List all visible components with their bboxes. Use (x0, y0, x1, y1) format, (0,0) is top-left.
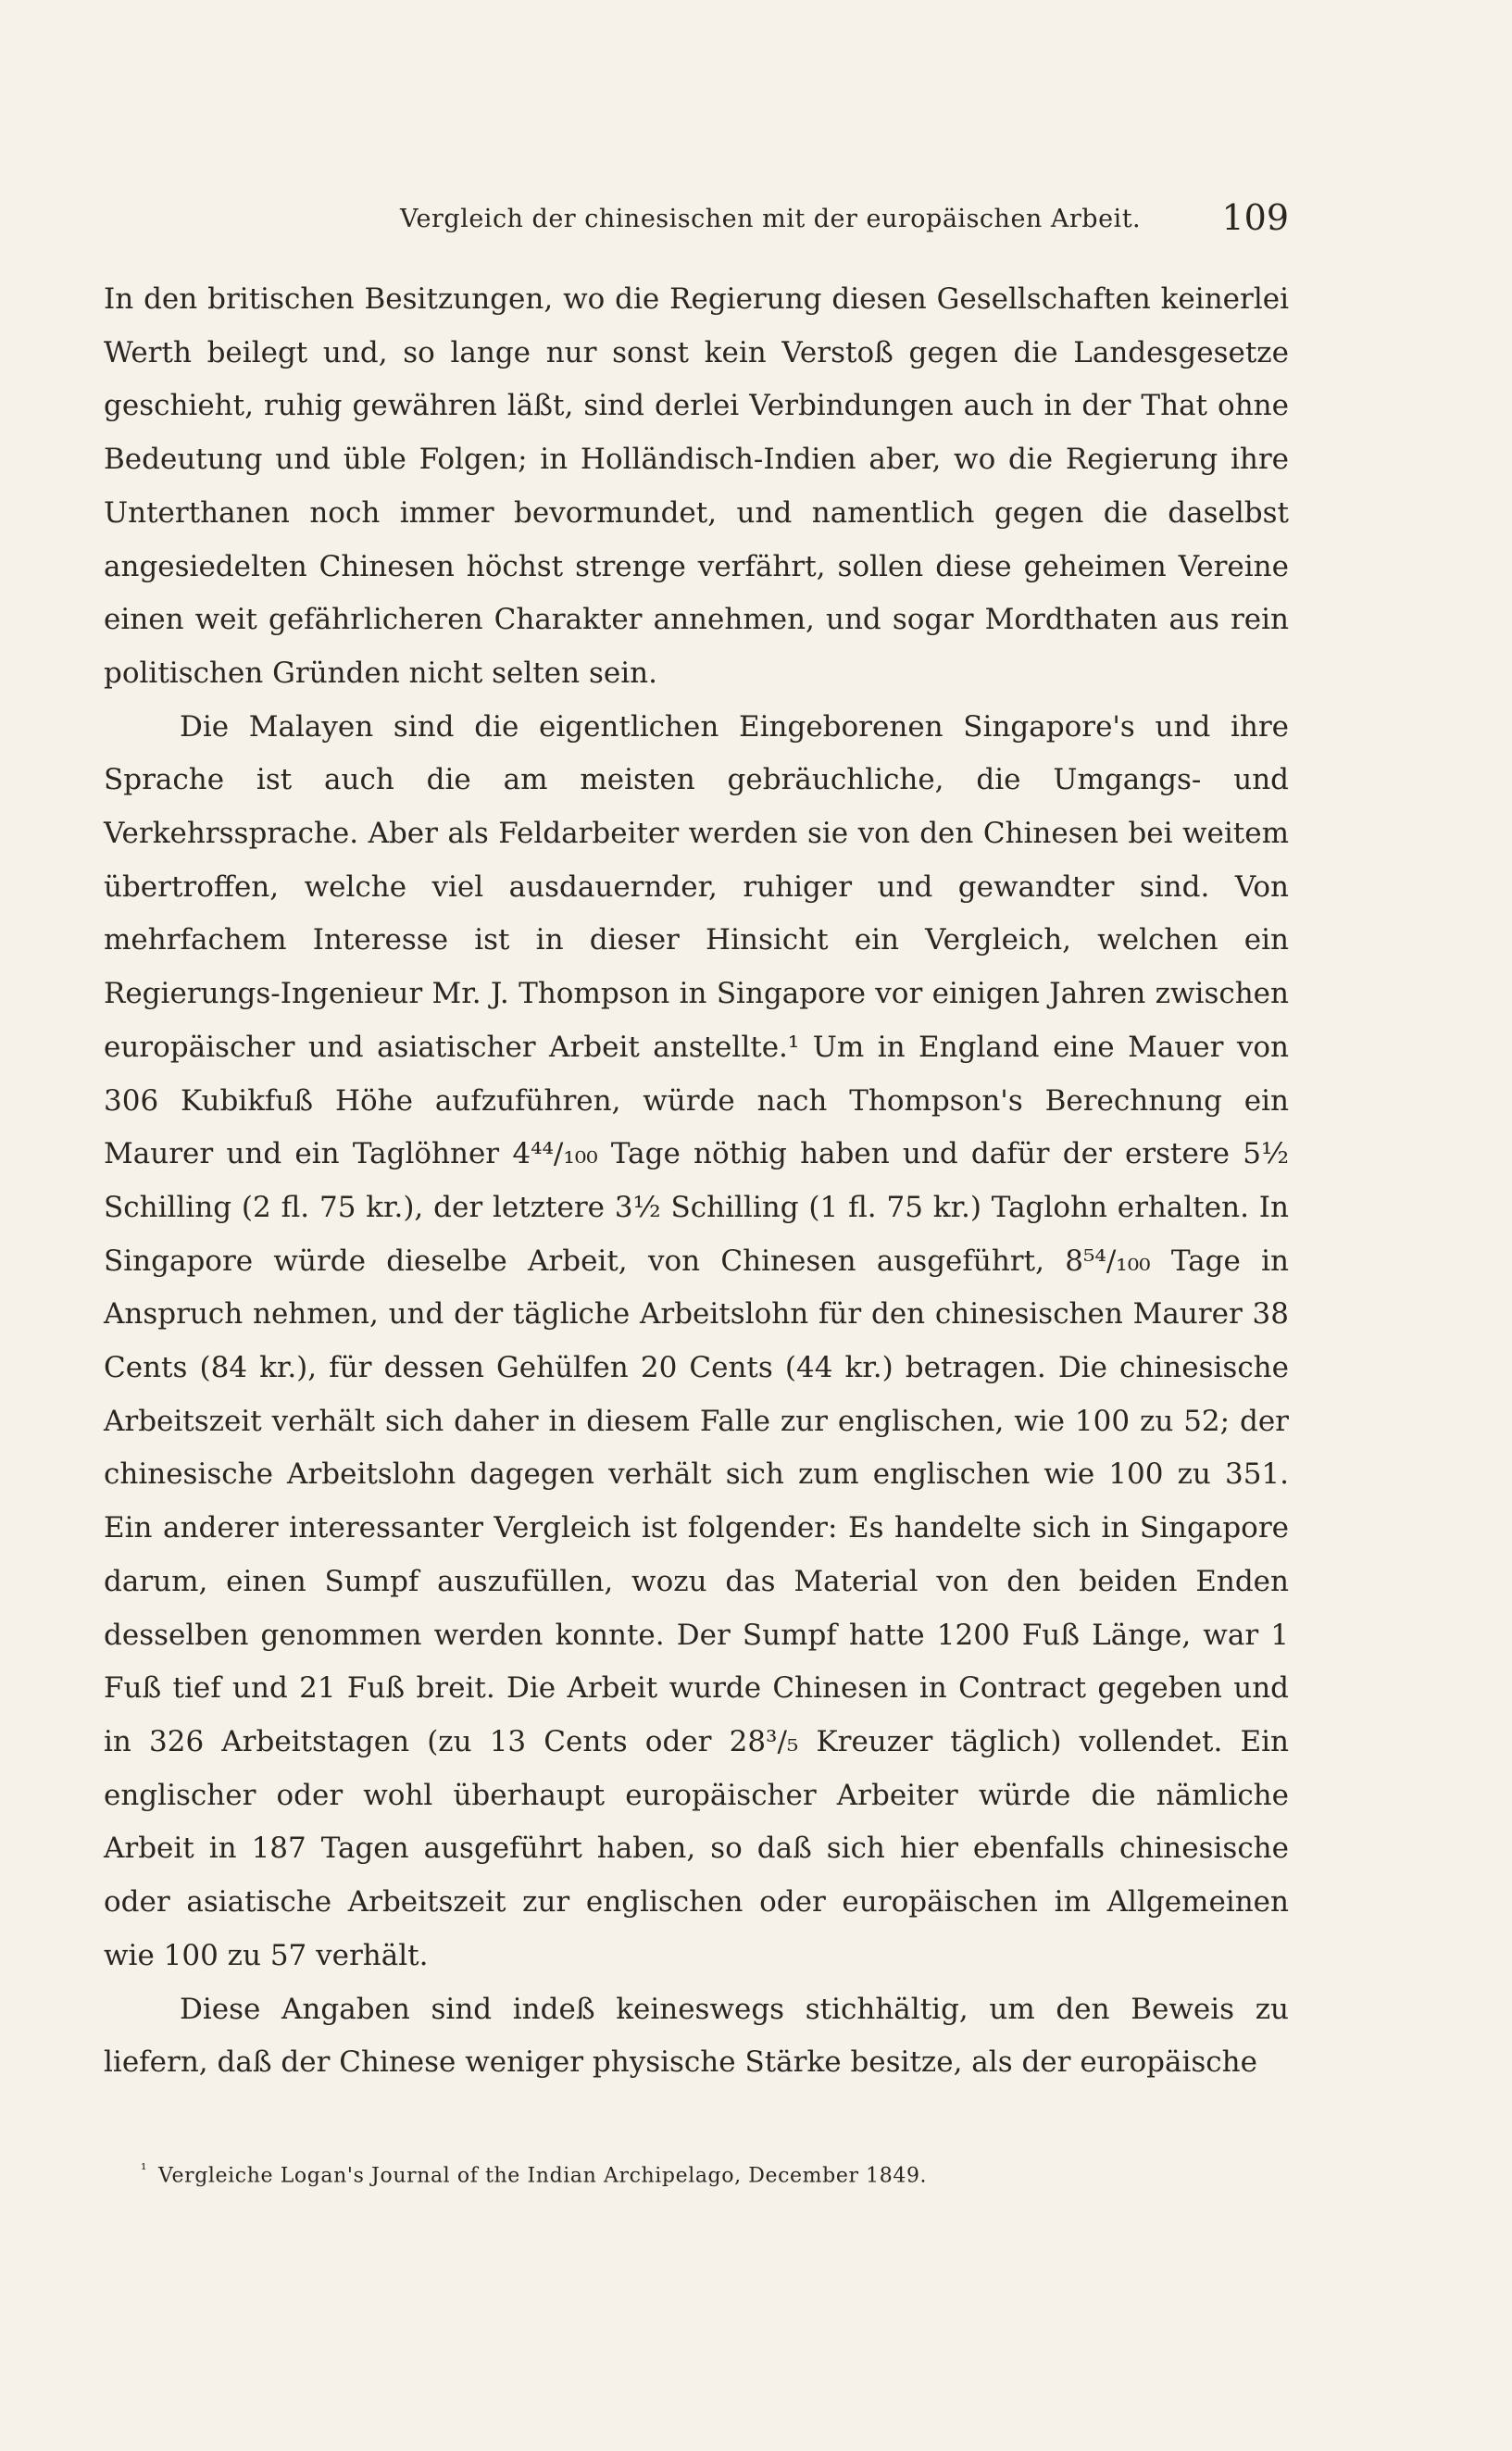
paragraph: Diese Angaben sind indeß keineswegs stichhältig, um den Beweis zu liefern, daß der Chinese weniger physische Stärke besitze, als der europäische (104, 1992, 1289, 2080)
footnote-text: Vergleiche Logan's Journal of the Indian Archipelago, December 1849. (158, 2164, 928, 2188)
book-page (104, 181, 1289, 2384)
body-text (104, 273, 1289, 2090)
paragraph: Die Malayen sind die eigentlichen Eingeborenen Singapore's und ihre Sprache ist auch die am meisten gebräuchliche, die Umgangs- und Verkehrssprache. Aber als Feldarbeiter werden sie von den Chinesen bei weitem übertroffen, welche viel ausdauernder, ruhiger und gewandter sind. Von mehrfachem Interesse ist in dieser Hinsicht ein Vergleich, welchen ein Regierungs-Ingenieur Mr. J. Thompson in Singapore vor einigen Jahren zwischen europäischer und asiatischer Arbeit anstellte.¹ Um in England eine Mauer von 306 Kubikfuß Höhe aufzuführen, würde nach Thompson's Berechnung ein Maurer und ein Taglöhner 4⁴⁴/₁₀₀ Tage nöthig haben und dafür der erstere 5½ Schilling (2 fl. 75 kr.), der letztere 3½ Schilling (1 fl. 75 kr.) Taglohn erhalten. In Singapore würde dieselbe Arbeit, von Chinesen ausgeführt, 8⁵⁴/₁₀₀ Tage in Anspruch nehmen, und der tägliche Arbeitslohn für den chinesischen Maurer 38 Cents (84 kr.), für dessen Gehülfen 20 Cents (44 kr.) betragen. Die chinesische Arbeitszeit verhält sich daher in diesem Falle zur englischen, wie 100 zu 52; der chinesische Arbeitslohn dagegen verhält sich zum englischen wie 100 zu 351. Ein anderer interessanter Vergleich ist folgender: Es handelte sich in Singapore darum, einen Sumpf auszufüllen, wozu das Material von den beiden Enden desselben genommen werden konnte. Der Sumpf hatte 1200 Fuß Länge, war 1 Fuß tief und 21 Fuß breit. Die Arbeit wurde Chinesen in Contract gegeben und in 326 Arbeitstagen (zu 13 Cents oder 28³/₅ Kreuzer täglich) vollendet. Ein englischer oder wohl überhaupt europäischer Arbeiter würde die nämliche Arbeit in 187 Tagen ausgeführt haben, so daß sich hier ebenfalls chinesische oder asiatische Arbeitszeit zur englischen oder europäischen im Allgemeinen wie 100 zu 57 verhält. (104, 709, 1289, 1972)
page-number: 109 (1221, 197, 1289, 238)
page-header (104, 197, 1289, 244)
paragraph: In den britischen Besitzungen, wo die Regierung diesen Gesellschaften keinerlei Werth beilegt und, so lange nur sonst kein Verstoß gegen die Landesgesetze geschieht, ruhig gewähren läßt, sind derlei Verbindungen auch in der That ohne Bedeutung und üble Folgen; in Holländisch-Indien aber, wo die Regierung ihre Unterthanen noch immer bevormundet, und namentlich gegen die daselbst angesiedelten Chinesen höchst strenge verfährt, sollen diese geheimen Vereine einen weit gefährlicheren Charakter annehmen, und sogar Mordthaten aus rein politischen Gründen nicht selten sein. (104, 282, 1289, 690)
footnote-mark: ¹ (141, 2160, 148, 2178)
footnote (141, 2160, 927, 2187)
running-head: Vergleich der chinesischen mit der europäischen Arbeit. (400, 205, 1142, 233)
